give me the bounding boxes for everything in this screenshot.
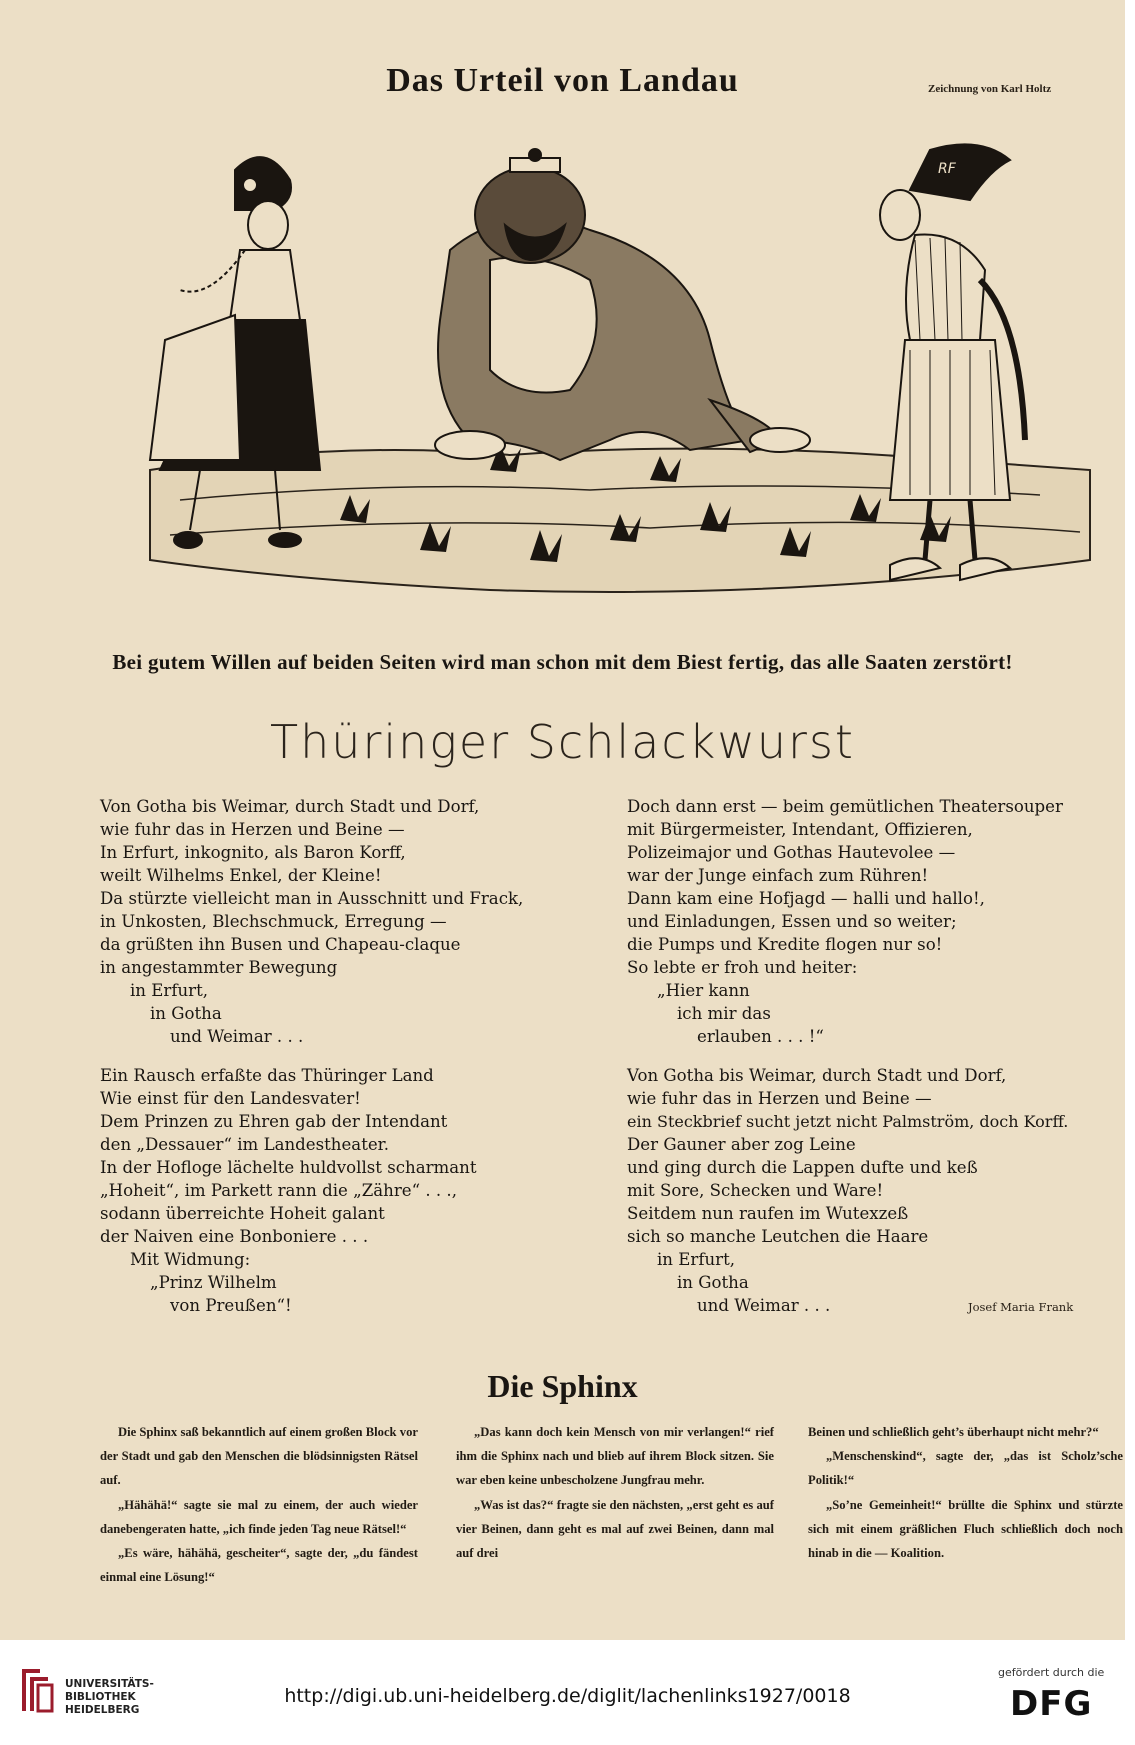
poem-line: die Pumps und Kredite flogen nur so! [627,935,943,954]
poem-line: In Erfurt, inkognito, als Baron Korff, [100,843,406,862]
poem-line: ich mir das [677,1004,771,1023]
poem-line: und Weimar . . . [697,1296,831,1315]
poem-author: Josef Maria Frank [968,1300,1074,1314]
gorilla-figure [435,149,810,460]
poem-line: Dann kam eine Hofjagd — halli und hallo!, [627,889,985,908]
sphinx-paragraph: „Menschenskind“, sagte der, „das ist Scholz’sche Politik!“ [808,1449,1123,1488]
poem-line: Von Gotha bis Weimar, durch Stadt und Dorf, [100,797,480,816]
poem-line: „Hoheit“, im Parkett rann die „Zähre“ . . ., [100,1181,457,1200]
poem-line: war der Junge einfach zum Rühren! [627,866,929,885]
poem-line: Doch dann erst — beim gemütlichen Theatersouper [627,797,1063,816]
poem-line: In der Hofloge lächelte huldvollst scharmant [100,1158,477,1177]
poem-line: in Erfurt, [657,1250,736,1269]
poem-line: in angestammter Bewegung [100,958,338,977]
cartoon-credit: Zeichnung von Karl Holtz [928,83,1052,95]
poem-line: der Naiven eine Bonboniere . . . [100,1227,369,1246]
poem-line: da grüßten ihn Busen und Chapeau-claque [100,935,461,954]
cartoon-title: Das Urteil von Landau [386,62,739,99]
funded-by-text: gefördert durch die [998,1666,1105,1679]
library-name-line: BIBLIOTHEK [65,1691,136,1703]
poem-line: So lebte er froh und heiter: [627,958,858,977]
sphinx-paragraph: „Was ist das?“ fragte sie den nächsten, „erst geht es auf vier Beinen, dann geht es mal auf zwei Beinen, dann mal auf drei [456,1497,774,1561]
source-url-link[interactable]: http://digi.ub.uni-heidelberg.de/diglit/lachenlinks1927/0018 [284,1685,851,1707]
poem-line: wie fuhr das in Herzen und Beine — [100,820,405,839]
cartoon-illustration [90,140,1120,620]
poem-line: in Gotha [677,1273,749,1292]
poem-line: den „Dessauer“ im Landestheater. [100,1135,390,1154]
cartoon-caption: Bei gutem Willen auf beiden Seiten wird man schon mit dem Biest fertig, das alle Saaten zerstört! [112,650,1013,674]
poem-line: Wie einst für den Landesvater! [100,1089,361,1108]
sphinx-paragraph: „So’ne Gemeinheit!“ brüllte die Sphinx und stürzte sich mit einem gräßlichen Fluch schließlich doch noch hinab in die — Koalition. [808,1497,1123,1561]
digitization-footer [0,1640,1135,1745]
library-name-line: HEIDELBERG [65,1704,140,1716]
poem-line: von Preußen“! [170,1296,292,1315]
poem-line: sich so manche Leutchen die Haare [627,1227,929,1246]
poem-title: Thüringer Schlackwurst [270,715,855,769]
poem-line: in Unkosten, Blechschmuck, Erregung — [100,912,447,931]
poem-line: Von Gotha bis Weimar, durch Stadt und Dorf, [627,1066,1007,1085]
poem-line: Da stürzte vielleicht man in Ausschnitt und Frack, [100,889,524,908]
poem-line: mit Bürgermeister, Intendant, Offizieren, [627,820,973,839]
poem-line: wie fuhr das in Herzen und Beine — [627,1089,932,1108]
poem-line: ein Steckbrief sucht jetzt nicht Palmström, doch Korff. [627,1112,1069,1131]
poem-line: erlauben . . . !“ [697,1027,824,1046]
poem-line: „Prinz Wilhelm [150,1273,277,1292]
poem-line: Der Gauner aber zog Leine [627,1135,856,1154]
rf-hat-label: RF [938,161,956,177]
library-name-line: UNIVERSITÄTS- [65,1678,154,1690]
poem-line: Polizeimajor und Gothas Hautevolee — [627,843,956,862]
sphinx-title: Die Sphinx [487,1368,638,1404]
poem-right-column [627,795,1068,1317]
poem-line: mit Sore, Schecken und Ware! [627,1181,884,1200]
poem-line: Dem Prinzen zu Ehren gab der Intendant [100,1112,448,1131]
sphinx-paragraph: Beinen und schließlich geht’s überhaupt nicht mehr?“ [808,1425,1099,1439]
poem-line: und Einladungen, Essen und so weiter; [627,912,957,931]
poem-line: und ging durch die Lappen dufte und keß [627,1158,978,1177]
poem-line: sodann überreichte Hoheit galant [100,1204,385,1223]
dfg-logo: DFG [1010,1684,1093,1724]
sphinx-column-1 [100,1420,418,1589]
poem-line: Ein Rausch erfaßte das Thüringer Land [100,1066,434,1085]
poem-line: weilt Wilhelms Enkel, der Kleine! [100,866,382,885]
poem-line: „Hier kann [657,981,750,1000]
poem-line: Seitdem nun raufen im Wutexzeß [627,1204,909,1223]
sphinx-paragraph: „Das kann doch kein Mensch von mir verlangen!“ rief ihm die Sphinx nach und blieb auf ihrem Block sitzen. Sie war eben keine unbescholzene Jungfrau mehr. [456,1425,774,1488]
sphinx-column-2 [456,1420,774,1565]
sphinx-paragraph: Die Sphinx saß bekanntlich auf einem großen Block vor der Stadt und gab den Menschen die blödsinnigsten Rätsel auf. [100,1425,418,1488]
sphinx-paragraph: „Es wäre, hähähä, gescheiter“, sagte der, „du fändest einmal eine Lösung!“ [100,1546,418,1585]
sphinx-paragraph: „Hähähä!“ sagte sie mal zu einem, der auch wieder danebengeraten hatte, „ich finde jeden Tag neue Rätsel!“ [100,1497,418,1536]
poem-line: und Weimar . . . [170,1027,304,1046]
poem-line: in Gotha [150,1004,222,1023]
poem-left-column [100,795,523,1317]
poem-line: in Erfurt, [130,981,209,1000]
poem-line: Mit Widmung: [130,1250,251,1269]
sphinx-column-3 [808,1420,1123,1565]
